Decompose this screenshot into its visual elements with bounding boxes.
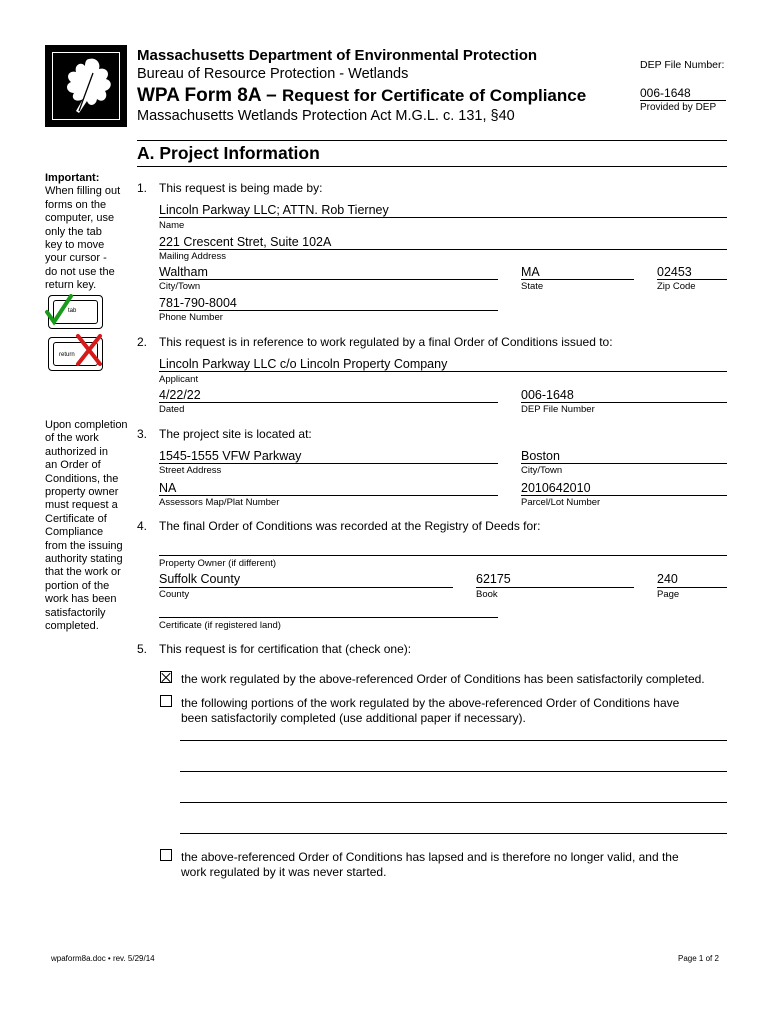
oak-leaf-icon [49, 49, 123, 123]
department-name: Massachusetts Department of Environmental Protection [137, 47, 538, 64]
phone-label: Phone Number [159, 312, 223, 323]
form-title-dash: – [266, 85, 277, 106]
site-city-field[interactable]: Boston [521, 449, 560, 463]
zip-label: Zip Code [657, 281, 696, 292]
important-title: Important: [45, 172, 100, 184]
portions-line[interactable] [180, 740, 727, 741]
important-line: your cursor - [45, 252, 107, 265]
completion-line: an Order of [45, 459, 101, 472]
dep-file-underline [640, 100, 726, 101]
important-line: only the tab [45, 225, 102, 238]
option2-text-line1: the following portions of the work regulated by the above-referenced Order of Conditions have [181, 696, 680, 710]
completion-line: property owner [45, 486, 119, 499]
street-field[interactable]: 1545-1555 VFW Parkway [159, 449, 302, 463]
completion-line: authorized in [45, 445, 108, 458]
option3-text-line2: work regulated by it was never started. [181, 865, 387, 879]
option1-checkbox[interactable] [160, 671, 172, 683]
completion-line: of the work [45, 432, 99, 445]
site-city-underline [521, 463, 727, 464]
completion-line: satisfactorily [45, 606, 106, 619]
completion-line: authority stating [45, 553, 123, 566]
completion-line: completed. [45, 620, 99, 633]
applicant-label: Applicant [159, 374, 199, 385]
address-underline [159, 249, 727, 250]
dep-file-label: DEP File Number: [640, 59, 725, 71]
applicant-underline [159, 371, 727, 372]
owner-underline[interactable] [159, 555, 727, 556]
page-field[interactable]: 240 [657, 572, 678, 586]
option3-text-line1: the above-referenced Order of Conditions has lapsed and is therefore no longer valid, and the [181, 850, 679, 864]
name-underline [159, 217, 727, 218]
dated-field[interactable]: 4/22/22 [159, 388, 201, 402]
certificate-underline[interactable] [159, 617, 498, 618]
portions-line[interactable] [180, 771, 727, 772]
important-line: key to move [45, 239, 105, 252]
q2-dep-file-field[interactable]: 006-1648 [521, 388, 574, 402]
q2-dep-label: DEP File Number [521, 404, 595, 415]
q2-dep-underline [521, 402, 727, 403]
name-label: Name [159, 220, 185, 231]
provided-by-dep: Provided by DEP [640, 102, 717, 113]
form-title-name: WPA Form 8A [137, 85, 261, 106]
map-underline [159, 495, 498, 496]
zip-underline [657, 279, 727, 280]
portions-line[interactable] [180, 802, 727, 803]
q3-number: 3. [137, 427, 148, 441]
street-label: Street Address [159, 465, 222, 476]
completion-line: that the work or [45, 566, 121, 579]
x-mark-icon [74, 332, 104, 368]
option2-checkbox[interactable] [160, 695, 172, 707]
q4-text: The final Order of Conditions was recorded at the Registry of Deeds for: [159, 519, 541, 533]
form-title [137, 85, 586, 107]
parcel-underline [521, 495, 727, 496]
q1-text: This request is being made by: [159, 181, 323, 195]
option3-checkbox[interactable] [160, 849, 172, 861]
map-label: Assessors Map/Plat Number [159, 497, 280, 508]
mailing-address-label: Mailing Address [159, 251, 227, 262]
form-subtitle: Request for Certificate of Compliance [282, 86, 587, 105]
site-city-label: City/Town [521, 465, 563, 476]
dated-label: Dated [159, 404, 185, 415]
state-field[interactable]: MA [521, 265, 540, 279]
q2-number: 2. [137, 335, 148, 349]
certificate-label: Certificate (if registered land) [159, 620, 281, 631]
massdep-logo [46, 46, 126, 126]
completion-line: Conditions, the [45, 472, 119, 485]
completion-line: portion of the [45, 579, 110, 592]
page-underline [657, 587, 727, 588]
city-field[interactable]: Waltham [159, 265, 208, 279]
state-underline [521, 279, 634, 280]
zip-field[interactable]: 02453 [657, 265, 692, 279]
q5-number: 5. [137, 642, 148, 656]
assessors-map-field[interactable]: NA [159, 481, 177, 495]
portions-line[interactable] [180, 833, 727, 834]
completion-line: Compliance [45, 526, 104, 539]
tab-key-label: tab [68, 308, 77, 314]
footer-page-number: Page 1 of 2 [678, 954, 719, 963]
option2-text-line2: been satisfactorily completed (use additional paper if necessary). [181, 711, 526, 725]
important-note [45, 172, 131, 293]
state-label: State [521, 281, 544, 292]
q5-text: This request is for certification that (check one): [159, 642, 412, 656]
county-underline [159, 587, 453, 588]
completion-line: must request a [45, 499, 118, 512]
completion-line: work has been [45, 593, 117, 606]
footer-revision: wpaform8a.doc • rev. 5/29/14 [51, 954, 155, 963]
parcel-label: Parcel/Lot Number [521, 497, 601, 508]
phone-underline [159, 310, 498, 311]
bureau-name: Bureau of Resource Protection - Wetlands [137, 66, 409, 82]
important-line: computer, use [45, 212, 115, 225]
completion-line: from the issuing [45, 539, 123, 552]
act-reference: Massachusetts Wetlands Protection Act M.G.L. c. 131, §40 [137, 108, 515, 124]
county-field[interactable]: Suffolk County [159, 572, 241, 586]
phone-field[interactable]: 781-790-8004 [159, 296, 237, 310]
section-divider [137, 166, 727, 167]
street-underline [159, 463, 498, 464]
option1-text: the work regulated by the above-referenced Order of Conditions has been satisfactorily completed. [181, 672, 705, 686]
book-underline [476, 587, 634, 588]
q2-text: This request is in reference to work regulated by a final Order of Conditions issued to: [159, 335, 613, 349]
completion-line: Certificate of [45, 512, 107, 525]
check-mark-icon [44, 294, 77, 328]
applicant-field[interactable]: Lincoln Parkway LLC c/o Lincoln Property Company [159, 357, 448, 371]
dated-underline [159, 402, 498, 403]
section-title: A. Project Information [137, 143, 320, 163]
county-label: County [159, 589, 190, 600]
dep-file-number-field[interactable]: 006-1648 [640, 86, 691, 100]
city-underline [159, 279, 498, 280]
important-line: When filling out [45, 185, 121, 198]
return-key-label: return [59, 352, 75, 358]
book-label: Book [476, 589, 498, 600]
book-field[interactable]: 62175 [476, 572, 511, 586]
important-line: return key. [45, 279, 97, 292]
name-field[interactable]: Lincoln Parkway LLC; ATTN. Rob Tierney [159, 203, 389, 217]
owner-label: Property Owner (if different) [159, 558, 277, 569]
completion-line: Upon completion [45, 419, 128, 431]
parcel-field[interactable]: 2010642010 [521, 481, 591, 495]
header-divider [137, 140, 727, 141]
q4-number: 4. [137, 519, 148, 533]
q3-text: The project site is located at: [159, 427, 312, 441]
page-label: Page [657, 589, 680, 600]
important-line: forms on the [45, 198, 107, 211]
q1-number: 1. [137, 181, 148, 195]
completion-note [45, 419, 131, 634]
city-label: City/Town [159, 281, 201, 292]
mailing-address-field[interactable]: 221 Crescent Stret, Suite 102A [159, 235, 332, 249]
important-line: do not use the [45, 265, 115, 278]
